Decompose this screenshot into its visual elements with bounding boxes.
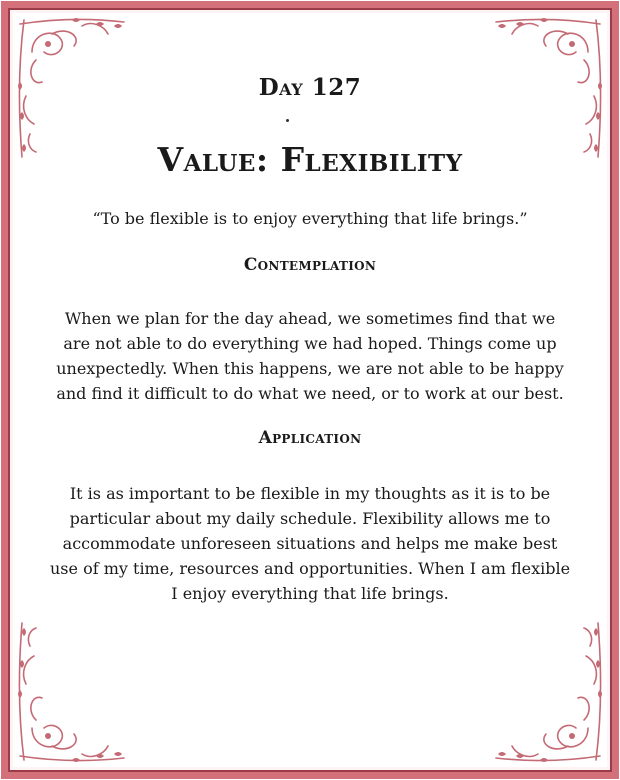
- stray-dot: [286, 119, 289, 122]
- paragraph-line: and find it difficult to do what we need, or to work at our best.: [56, 384, 564, 403]
- application-paragraph: [50, 481, 570, 606]
- paragraph-line: are not able to do everything we had hoped. Things come up: [63, 334, 557, 353]
- paragraph-line: accommodate unforeseen situations and helps me make best: [62, 534, 558, 553]
- paragraph-line: particular about my daily schedule. Flexibility allows me to: [69, 509, 551, 528]
- contemplation-paragraph: [50, 306, 570, 406]
- application-heading: Application: [258, 428, 362, 448]
- paragraph-line: When we plan for the day ahead, we sometimes find that we: [64, 309, 556, 328]
- corner-ornament-icon: [488, 618, 608, 768]
- day-number: Day 127: [258, 74, 362, 101]
- paragraph-line: I enjoy everything that life brings.: [171, 584, 449, 603]
- paragraph-line: It is as important to be flexible in my thoughts as it is to be: [69, 484, 551, 503]
- paragraph-line: unexpectedly. When this happens, we are not able to be happy: [56, 359, 564, 378]
- contemplation-heading: Contemplation: [243, 255, 377, 275]
- paragraph-line: use of my time, resources and opportunities. When I am flexible: [50, 559, 571, 578]
- corner-ornament-icon: [12, 618, 132, 768]
- quote: “To be flexible is to enjoy everything that life brings.”: [92, 209, 528, 228]
- page-title: Value: Flexibility: [157, 140, 463, 179]
